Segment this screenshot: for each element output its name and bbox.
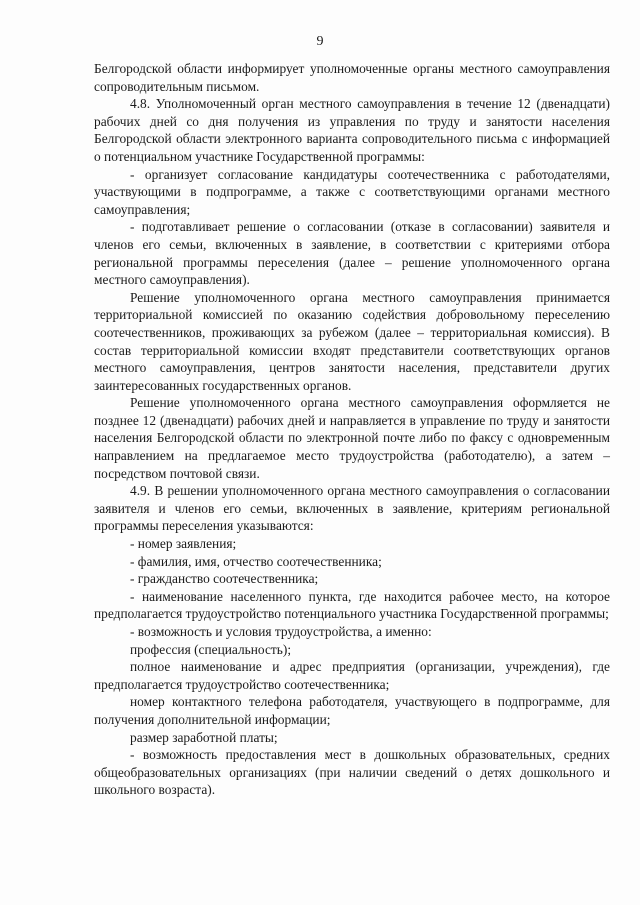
paragraph: Решение уполномоченного органа местного самоуправления принимается территориальной комиссией по оказанию содействия добровольному переселению соотечественников, проживающих за рубежом (далее – территориальная комиссия). В состав территориальной комиссии входят представители соответствующих органов местного самоуправления, центров занятости населения, представители других заинтересованных государственных органов. <box>94 289 610 393</box>
list-item: - возможность предоставления мест в дошкольных образовательных, средних общеобразовательных организациях (при наличии сведений о детях дошкольного и школьного возраста). <box>94 747 610 798</box>
document-body <box>94 60 610 799</box>
list-item: - фамилия, имя, отчество соотечественника; <box>130 553 382 569</box>
list-item: - номер заявления; <box>130 536 237 552</box>
page-number: 9 <box>316 34 324 49</box>
sub-item: полное наименование и адрес предприятия (организации, учреждения), где предполагается трудоустройство соотечественника; <box>94 659 610 692</box>
list-item: - подготавливает решение о согласовании (отказе в согласовании) заявителя и членов его семьи, включенных в заявление, в соответствии с критериями отбора региональной программы переселения (далее – решение уполномоченного органа местного самоуправления). <box>94 219 610 288</box>
sub-item: размер заработной платы; <box>130 729 278 745</box>
sub-item: профессия (специальность); <box>130 641 292 657</box>
sub-item: номер контактного телефона работодателя, участвующего в подпрограмме, для получения дополнительной информации; <box>94 694 610 727</box>
paragraph: Белгородской области информирует уполномоченные органы местного самоуправления сопроводительным письмом. <box>94 61 610 94</box>
list-item: - организует согласование кандидатуры соотечественника с работодателями, участвующими в подпрограмме, а также с соответствующими органами местного самоуправления; <box>94 166 610 217</box>
section-4-9-paragraph: 4.9. В решении уполномоченного органа местного самоуправления о согласовании заявителя и членов его семьи, включенных в заявление, критериям региональной программы переселения указываются: <box>94 483 610 534</box>
list-item: - наименование населенного пункта, где находится рабочее место, на которое предполагается трудоустройство потенциального участника Государственной программы; <box>94 588 610 622</box>
list-item: - возможность и условия трудоустройства, а именно: <box>130 624 432 639</box>
paragraph: Решение уполномоченного органа местного самоуправления оформляется не позднее 12 (двенадцати) рабочих дней и направляется в управление по труду и занятости населения Белгородской области по электронной почте либо по факсу с одновременным направлением на предлагаемое место трудоустройства (работодателю), а затем – посредством почтовой связи. <box>94 395 610 481</box>
section-4-8-paragraph: 4.8. Уполномоченный орган местного самоуправления в течение 12 (двенадцати) рабочих дней со дня получения из управления по труду и занятости населения Белгородской области электронного варианта сопроводительного письма с информацией о потенциальном участнике Государственной программы: <box>94 96 610 164</box>
list-item: - гражданство соотечественника; <box>130 571 319 587</box>
